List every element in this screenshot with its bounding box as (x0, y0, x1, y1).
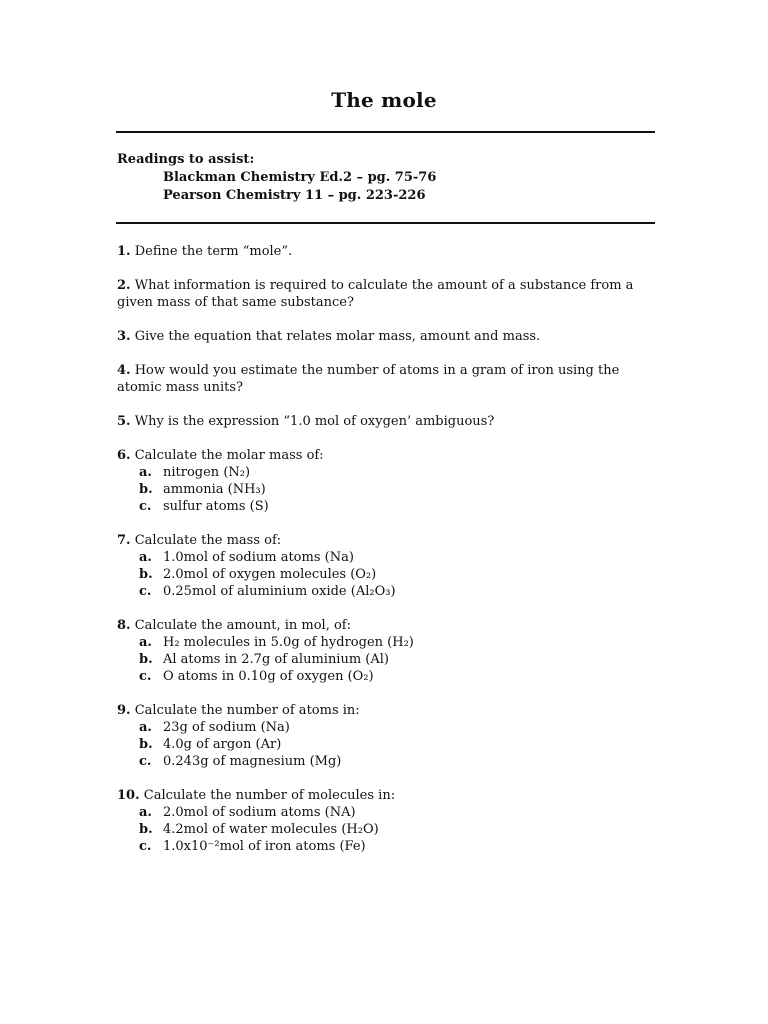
sub-question-letter: a. (139, 465, 152, 480)
question-text: How would you estimate the number of atoms in a gram of iron using the atomic mass units? (117, 363, 620, 395)
sub-question (117, 651, 657, 668)
question-number: 10. (117, 788, 140, 803)
sub-question-letter: b. (139, 822, 153, 837)
sub-question-text: H₂ molecules in 5.0g of hydrogen (H₂) (163, 635, 414, 650)
question (117, 447, 657, 515)
question-number: 7. (117, 533, 131, 548)
question-text: Calculate the number of molecules in: (143, 788, 396, 803)
sub-question-text: O atoms in 0.10g of oxygen (O₂) (163, 669, 374, 684)
sub-question (117, 821, 657, 838)
question-list (117, 243, 657, 872)
sub-question-text: nitrogen (N₂) (163, 465, 251, 480)
question (117, 362, 657, 396)
sub-question-letter: c. (139, 669, 152, 684)
question-number: 3. (117, 329, 131, 344)
sub-question-text: 1.0mol of sodium atoms (Na) (163, 550, 354, 565)
question (117, 702, 657, 770)
sub-question-letter: b. (139, 567, 153, 582)
sub-question-text: Al atoms in 2.7g of aluminium (Al) (163, 652, 389, 667)
question (117, 328, 657, 345)
sub-question-letter: c. (139, 754, 152, 769)
question-number: 6. (117, 448, 131, 463)
sub-question-letter: c. (139, 839, 152, 854)
readings-block (117, 151, 436, 205)
sub-question-text: 23g of sodium (Na) (163, 720, 290, 735)
sub-question (117, 753, 657, 770)
question-text: Calculate the molar mass of: (134, 448, 324, 463)
question-number: 8. (117, 618, 131, 633)
sub-question-text: 4.2mol of water molecules (H₂O) (163, 822, 379, 837)
question (117, 617, 657, 685)
sub-question (117, 804, 657, 821)
sub-question (117, 481, 657, 498)
bottom-divider (116, 222, 655, 224)
sub-question-text: 0.243g of magnesium (Mg) (163, 754, 342, 769)
sub-question-text: 1.0x10⁻²mol of iron atoms (Fe) (163, 839, 366, 854)
reading-reference: Pearson Chemistry 11 – pg. 223-226 (163, 188, 426, 203)
question-number: 9. (117, 703, 131, 718)
sub-question-text: 0.25mol of aluminium oxide (Al₂O₃) (163, 584, 396, 599)
question (117, 413, 657, 430)
sub-question-letter: a. (139, 635, 152, 650)
question-number: 4. (117, 363, 131, 378)
top-divider (116, 131, 655, 133)
question-text: Calculate the mass of: (134, 533, 282, 548)
sub-question-letter: a. (139, 805, 152, 820)
sub-question (117, 719, 657, 736)
question (117, 243, 657, 260)
sub-question (117, 736, 657, 753)
sub-question (117, 498, 657, 515)
sub-question-list (117, 719, 657, 770)
sub-question-list (117, 804, 657, 855)
sub-question-letter: a. (139, 720, 152, 735)
sub-question-list (117, 634, 657, 685)
question-number: 1. (117, 244, 131, 259)
sub-question-letter: b. (139, 482, 153, 497)
sub-question-text: 4.0g of argon (Ar) (163, 737, 282, 752)
readings-heading: Readings to assist: (117, 152, 255, 167)
question-text: Define the term “mole”. (134, 244, 293, 259)
sub-question-text: 2.0mol of sodium atoms (NA) (163, 805, 356, 820)
sub-question-list (117, 464, 657, 515)
sub-question (117, 583, 657, 600)
sub-question (117, 634, 657, 651)
question (117, 787, 657, 855)
sub-question-text: 2.0mol of oxygen molecules (O₂) (163, 567, 377, 582)
question-text: Give the equation that relates molar mass, amount and mass. (134, 329, 541, 344)
question-number: 2. (117, 278, 131, 293)
reading-reference: Blackman Chemistry Ed.2 – pg. 75-76 (163, 170, 437, 185)
sub-question-letter: b. (139, 652, 153, 667)
sub-question-list (117, 549, 657, 600)
question (117, 277, 657, 311)
sub-question-letter: c. (139, 584, 152, 599)
sub-question-text: ammonia (NH₃) (163, 482, 266, 497)
sub-question (117, 668, 657, 685)
page-title: The mole (331, 88, 437, 112)
sub-question (117, 464, 657, 481)
sub-question (117, 566, 657, 583)
question-text: What information is required to calculate the amount of a substance from a given mass of that same substance? (117, 278, 634, 310)
sub-question-letter: a. (139, 550, 152, 565)
question-text: Calculate the amount, in mol, of: (134, 618, 352, 633)
sub-question-text: sulfur atoms (S) (163, 499, 269, 514)
question-text: Why is the expression “1.0 mol of oxygen’ ambiguous? (134, 414, 495, 429)
question-number: 5. (117, 414, 131, 429)
question (117, 532, 657, 600)
sub-question (117, 838, 657, 855)
sub-question (117, 549, 657, 566)
sub-question-letter: c. (139, 499, 152, 514)
sub-question-letter: b. (139, 737, 153, 752)
question-text: Calculate the number of atoms in: (134, 703, 360, 718)
